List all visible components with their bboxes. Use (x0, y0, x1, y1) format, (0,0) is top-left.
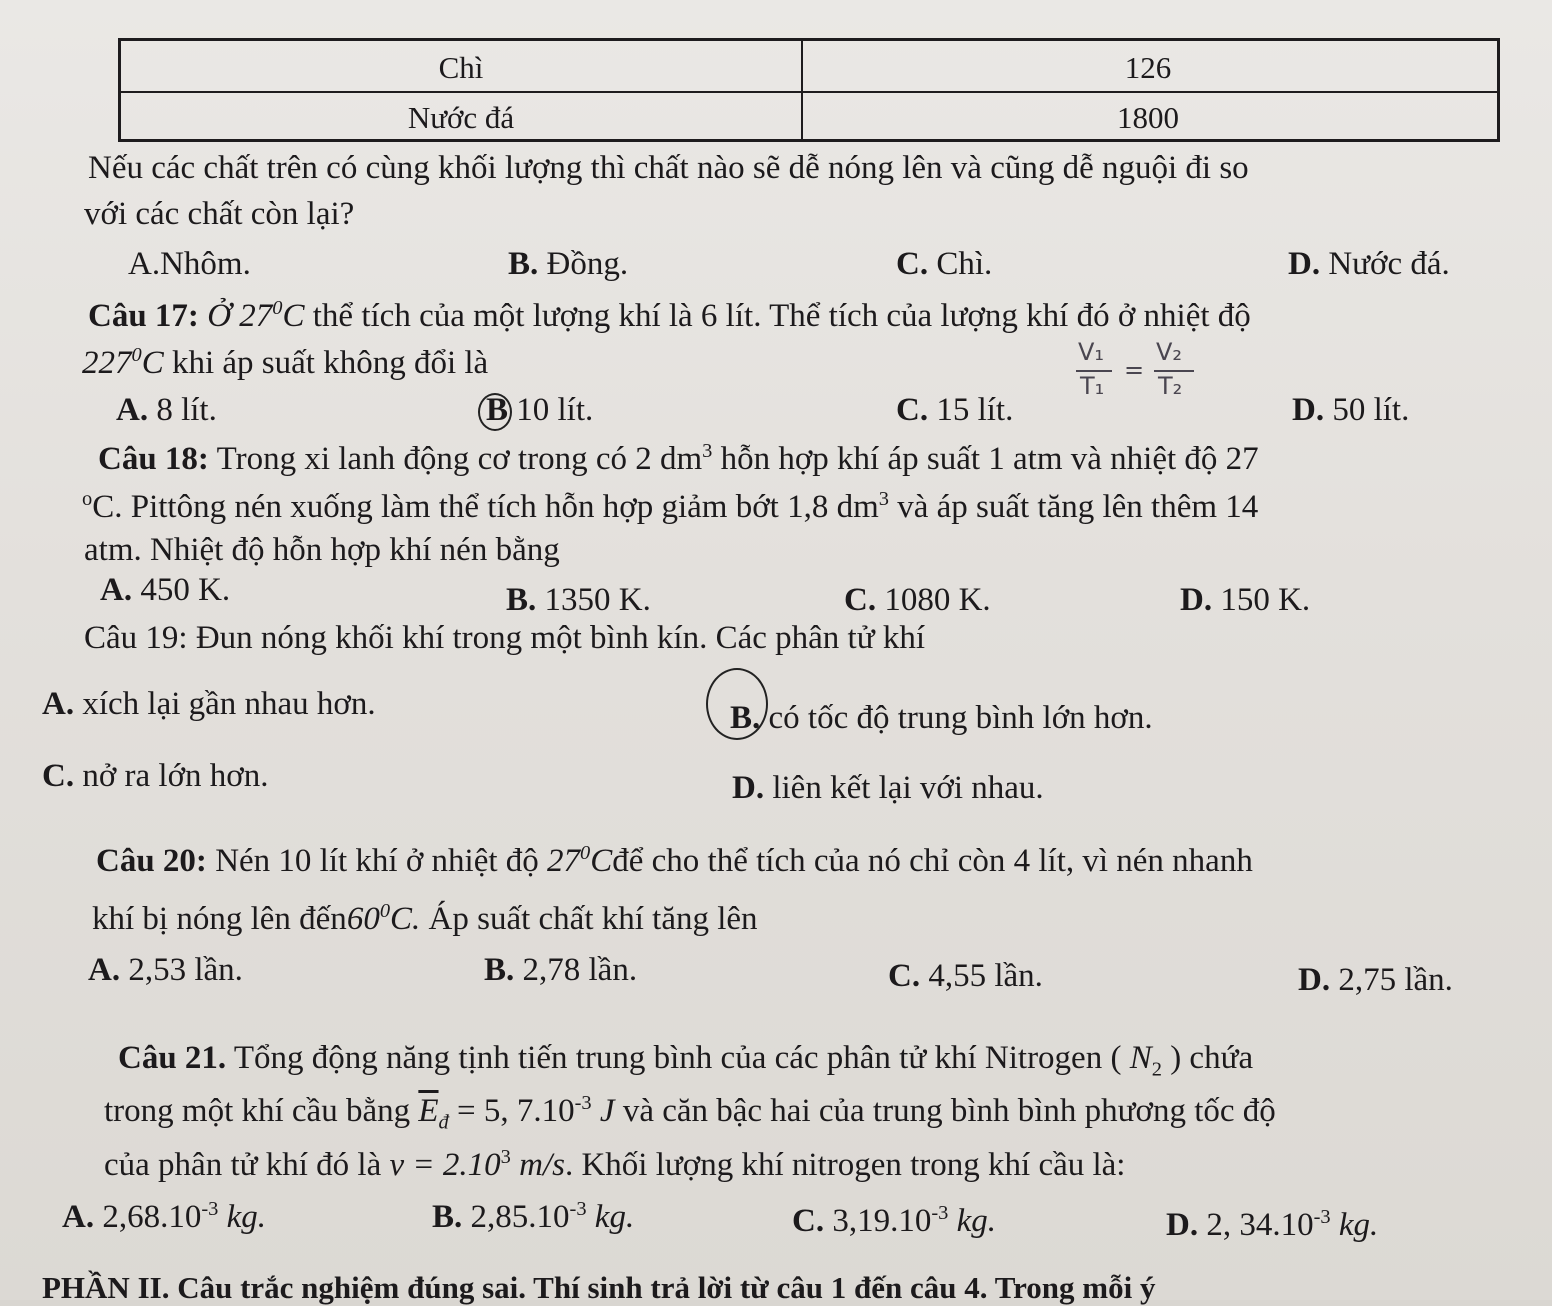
q17-option-a: A. 8 lít. (116, 392, 217, 428)
handwritten-v2: V₂ (1156, 338, 1183, 366)
q18-option-a: A. 450 K. (100, 572, 231, 608)
handwritten-t2: T₂ (1158, 372, 1183, 400)
q21-line3: của phân tử khí đó là $v = 2.10^3$ m/s. Khối lượng khí nitrogen trong khí cầu là: (104, 1146, 1126, 1183)
q21-option-b: B. $2,85.10^{-3}$ kg. (432, 1198, 635, 1235)
q17-option-c: C. 15 lít. (896, 392, 1014, 428)
table-cell-value: 126 (1124, 50, 1172, 85)
q18-line1: Câu 18: Trong xi lanh động cơ trong có 2 $dm^3$ hỗn hợp khí áp suất 1 atm và nhiệt độ 27 (98, 440, 1259, 477)
q18-option-c: C. 1080 K. (844, 582, 991, 618)
q18-line3: atm. Nhiệt độ hỗn hợp khí nén bằng (84, 532, 560, 568)
q20-option-a: A. 2,53 lần. (88, 952, 243, 988)
q16-line2: với các chất còn lại? (84, 196, 355, 232)
q19-line1: Câu 19: Đun nóng khối khí trong một bình kín. Các phân tử khí (84, 620, 926, 656)
specific-heat-table (118, 38, 1500, 142)
q21-option-c: C. $3,19.10^{-3}$ kg. (792, 1202, 997, 1239)
q19-option-d: D. liên kết lại với nhau. (732, 770, 1044, 806)
q16-option-c: C. Chì. (896, 246, 993, 282)
handwritten-v1: V₁ (1078, 338, 1105, 366)
table-cell-substance: Chì (438, 50, 484, 85)
q17-option-d: D. 50 lít. (1292, 392, 1410, 428)
handwritten-t1: T₁ (1080, 372, 1105, 400)
q21-option-a: A. $2,68.10^{-3}$ kg. (62, 1198, 267, 1235)
q18-option-b: B. 1350 K. (506, 582, 651, 618)
q17-line2: $227^0C$ khi áp suất không đổi là (82, 344, 489, 381)
q20-option-b: B. 2,78 lần. (484, 952, 638, 988)
q16-option-a: A.Nhôm. (128, 246, 251, 282)
q19-option-c: C. nở ra lớn hơn. (42, 758, 269, 794)
table-row (121, 91, 1497, 141)
q19-option-b: B. có tốc độ trung bình lớn hơn. (730, 700, 1153, 736)
q18-option-d: D. 150 K. (1180, 582, 1311, 618)
q18-line2: $^o$C. Pittông nén xuống làm thể tích hỗn hợp giảm bớt 1,8 $dm^3$ và áp suất tăng lên thêm 14 (82, 488, 1259, 525)
q21-line1: Câu 21. Tổng động năng tịnh tiến trung bình của các phân tử khí Nitrogen ( $N_2$ ) chứa (118, 1040, 1254, 1081)
q19-option-a: A. xích lại gần nhau hơn. (42, 686, 376, 722)
section-heading-part-2: PHẦN II. Câu trắc nghiệm đúng sai. Thí sinh trả lời từ câu 1 đến câu 4. Trong mỗi ý (42, 1270, 1156, 1305)
table-cell-substance: Nước đá (407, 100, 515, 135)
table-cell-value: 1800 (1117, 100, 1179, 135)
table-row (121, 41, 1497, 93)
q17-option-b: B 10 lít. (486, 392, 594, 428)
q21-option-d: D. 2, $34.10^{-3}$ kg. (1166, 1206, 1379, 1243)
q20-line1: Câu 20: Nén 10 lít khí ở nhiệt độ $27^0Cđể$ cho thể tích của nó chỉ còn 4 lít, vì nén nhanh (96, 842, 1253, 879)
q20-option-d: D. 2,75 lần. (1298, 962, 1453, 998)
handwritten-equals: = (1124, 356, 1145, 384)
q16-option-b: B. Đồng. (508, 246, 629, 282)
q17-line1: Câu 17: Ở $27^0C$ thể tích của một lượng khí là 6 lít. Thể tích của lượng khí đó ở nhiệt độ (88, 297, 1251, 334)
q16-option-d: D. Nước đá. (1288, 246, 1450, 282)
q20-line2: khí bị nóng lên $đến60^0C$. Áp suất chất khí tăng lên (92, 900, 758, 937)
q16-line1: Nếu các chất trên có cùng khối lượng thì chất nào sẽ dễ nóng lên và cũng dễ nguội đi so (88, 150, 1249, 186)
q20-option-c: C. 4,55 lần. (888, 958, 1043, 994)
q21-line2: trong một khí cầu bằng $\overline{E}_đ = 5$, $7.10^{-3}$ J và căn bậc hai của trung bình bình phương tốc độ (104, 1092, 1276, 1134)
